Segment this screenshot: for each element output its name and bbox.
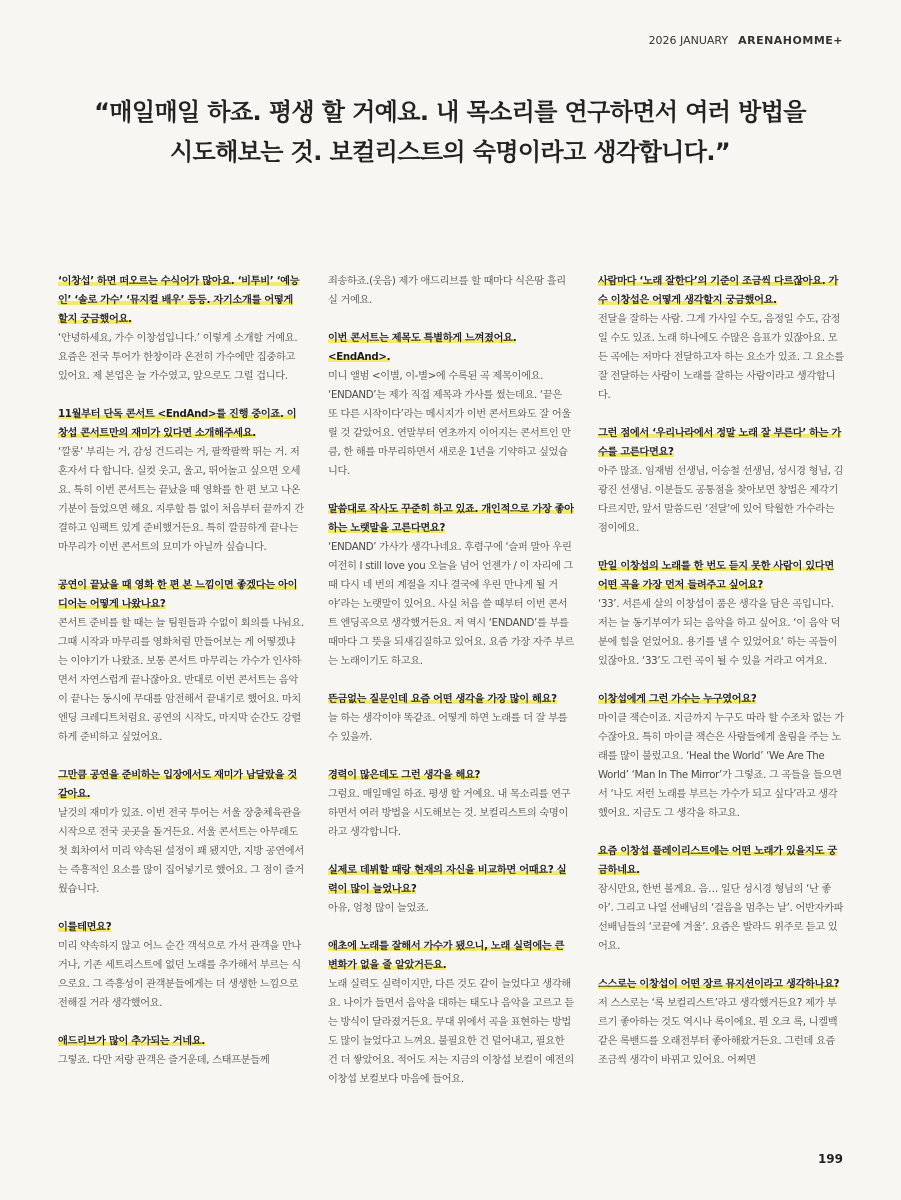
interview-question [328,937,574,975]
interview-answer: 아주 많죠. 임재범 선생님, 이승철 선생님, 성시경 형님, 김광진 선생님. 이분들도 공통점을 찾아보면 창법은 제각기 다르지만, 앞서 말씀드린 ‘전달’에 있어 탁월한 가수라는 점이에요. [598,466,844,534]
question-highlight: 이창섭에게 그런 가수는 누구였어요? [598,694,757,705]
qa-block [598,557,844,671]
qa-block [328,500,574,671]
interview-answer: 그렇죠. 다만 저랑 관객은 즐거운데, 스태프분들께 [58,1055,270,1066]
qa-block [598,975,844,1070]
article-columns [58,272,844,1152]
qa-block [328,690,574,747]
qa-block [328,861,574,918]
question-highlight: 그만큼 공연을 준비하는 입장에서도 재미가 남달랐을 것 같아요. [58,770,297,800]
interview-question [598,690,844,709]
question-highlight: 말씀대로 작사도 꾸준히 하고 있죠. 개인적으로 가장 좋아하는 노랫말을 고른다면요? [328,504,574,534]
qa-block [598,272,844,405]
qa-block [58,918,304,1013]
qa-block [58,405,304,557]
interview-answer: 콘서트 준비를 할 때는 늘 팀원들과 수없이 회의를 나눠요. 그때 시작과 마무리를 영화처럼 만들어보는 게 어떻겠냐는 이야기가 나왔죠. 보통 콘서트 마무리는 가수가 인사하면서 자연스럽게 끝나잖아요. 반대로 이번 콘서트는 음악이 끝나는 동시에 무대를 암전해서 끝내기로 했어요. 마치 엔딩 크레디트처럼요. 공연의 시작도, 마지막 순간도 강렬하게 준비하고 싶었어요. [58,618,304,743]
qa-block [58,1032,304,1070]
qa-block [328,329,574,481]
question-highlight: 경력이 많은데도 그런 생각을 해요? [328,770,481,781]
qa-block [58,576,304,747]
interview-question [58,405,304,443]
question-highlight: 그런 점에서 ‘우리나라에서 정말 노래 잘 부른다’ 하는 가수를 고른다면요? [598,428,842,458]
question-highlight: 실제로 데뷔할 때랑 현재의 자신을 비교하면 어때요? 실력이 많이 늘었나요? [328,865,567,895]
interview-question [58,766,304,804]
interview-question [328,766,574,785]
interview-answer: ‘33’. 서른세 살의 이창섭이 품은 생각을 담은 곡입니다. 저는 늘 동기부여가 되는 음악을 하고 싶어요. ‘이 음악 덕분에 힘을 얻었어요. 용기를 낼 수 있었어요’ 하는 곡들이 있잖아요. ‘33’도 그런 곡이 될 수 있을 거라고 여겨요. [598,599,841,667]
qa-block [598,842,844,956]
column-2 [328,272,574,1152]
qa-block [328,272,574,310]
interview-answer: 아유, 엄청 많이 늘었죠. [328,903,429,914]
interview-answer: ‘깔롱’ 부리는 거, 감성 건드리는 거, 팔짝팔짝 뛰는 거. 저 혼자서 다 합니다. 실컷 웃고, 울고, 뛰어놀고 싶으면 오세요. 특히 이번 콘서트는 끝났을 때 영화를 한 편 보고 나온 기분이 들었으면 해요. 지루할 틈 없이 처음부터 끝까지 간결하고 임팩트 있게 준비했거든요. 특히 깔끔하게 끝나는 마무리가 이번 콘서트의 묘미가 아닐까 싶습니다. [58,447,304,553]
qa-block [58,766,304,899]
interview-answer: 마이클 잭슨이죠. 지금까지 누구도 따라 할 수조차 없는 가수잖아요. 특히 마이클 잭슨은 사람들에게 울림을 주는 노래를 많이 불렀고요. ‘Heal the World’ ‘We Are The World’ ‘Man In The Mirror’가 그렇죠. 그 곡들을 들으면서 ‘나도 저런 노래를 부르는 가수가 되고 싶다’라고 생각했어요. 지금도 그 생각을 하고요. [598,713,844,819]
interview-question [598,424,844,462]
question-highlight: 만일 이창섭의 노래를 한 번도 듣지 못한 사람이 있다면 어떤 곡을 가장 먼저 들려주고 싶어요? [598,561,834,591]
question-highlight: 사람마다 ‘노래 잘한다’의 기준이 조금씩 다르잖아요. 가수 이창섭은 어떻게 생각할지 궁금했어요. [598,276,839,306]
qa-block [598,690,844,823]
question-highlight: 11월부터 단독 콘서트 <EndAnd>를 진행 중이죠. 이창섭 콘서트만의 재미가 있다면 소개해주세요. [58,409,297,439]
interview-question [58,576,304,614]
question-highlight: 뜬금없는 질문인데 요즘 어떤 생각을 가장 많이 해요? [328,694,557,705]
interview-question [598,272,844,310]
magazine-header [649,34,843,47]
interview-question [58,272,304,329]
brand-logo: ARENAHOMME+ [738,34,843,47]
interview-question [58,1032,304,1051]
interview-question [328,690,574,709]
question-highlight: 애드리브가 많이 추가되는 거네요. [58,1036,205,1047]
question-highlight: ‘이창섭’ 하면 떠오르는 수식어가 많아요. ‘비투비’ ‘예능인’ ‘솔로 가수’ ‘뮤지컬 배우’ 등등. 자기소개를 어떻게 할지 궁금했어요. [58,276,300,325]
interview-answer: 미니 앨범 <이별, 이-별>에 수록된 곡 제목이에요. ‘ENDAND’는 제가 직접 제목과 가사를 썼는데요. ‘끝은 또 다른 시작이다’라는 메시지가 이번 콘서트와도 잘 어울릴 것 같았어요. 연말부터 연초까지 이어지는 콘서트인 만큼, 한 해를 마무리하면서 새로운 1년을 기약하고 싶었습니다. [328,371,571,477]
interview-answer: 저 스스로는 ‘록 보컬리스트’라고 생각했거든요? 제가 부르기 좋아하는 것도 역시나 록이에요. 뭔 오크 록, 니켈백 같은 록밴드를 오래전부터 좋아해왔거든요. 그런데 요즘 조금씩 생각이 바뀌고 있어요. 어쩌면 [598,998,838,1066]
interview-answer: 날것의 재미가 있죠. 이번 전국 투어는 서울 장충체육관을 시작으로 전국 곳곳을 돌거든요. 서울 콘서트는 아무래도 첫 회차여서 미리 약속된 설정이 꽤 됐지만, 지방 공연에서는 즉흥적인 요소를 많이 집어넣기로 했어요. 그 점이 즐거웠습니다. [58,808,304,895]
qa-block [328,766,574,842]
question-highlight: 요즘 이창섭 플레이리스트에는 어떤 노래가 있을지도 궁금하네요. [598,846,837,876]
interview-question [598,975,844,994]
question-highlight: 이번 콘서트는 제목도 특별하게 느껴졌어요. <EndAnd>. [328,333,517,363]
interview-answer: 노래 실력도 실력이지만, 다른 것도 같이 늘었다고 생각해요. 나이가 들면서 음악을 대하는 태도나 음악을 고르고 듣는 방식이 달라졌거든요. 무대 위에서 곡을 표현하는 방법도 많이 늘었다고 느껴요. 불필요한 건 덜어내고, 필요한 건 더 쌓았어요. 적어도 저는 지금의 이창섭 보컬이 예전의 이창섭 보컬보다 마음에 들어요. [328,979,574,1085]
qa-block [598,424,844,538]
interview-question [58,918,304,937]
interview-answer: ‘ENDAND’ 가사가 생각나네요. 후렴구에 ‘슬퍼 말아 우린 여전히 I still love you 오늘을 넘어 언젠가 / 이 자리에 그때 다시 네 번의 계절을 지나 결국에 우린 만나게 될 거야’라는 노랫말이 있어요. 사실 처음 쓸 때부터 이번 콘서트 엔딩곡으로 생각했거든요. 저 역시 ‘ENDAND’를 부를 때마다 그 뜻을 되새김질하고 있어요. 요즘 가장 자주 부르는 노래이기도 하고요. [328,542,574,667]
question-highlight: 공연이 끝났을 때 영화 한 편 본 느낌이면 좋겠다는 아이디어는 어떻게 나왔나요? [58,580,298,610]
pull-quote [60,92,840,172]
interview-question [328,861,574,899]
column-3 [598,272,844,1152]
interview-answer: 죄송하죠.(웃음) 제가 애드리브를 할 때마다 식은땀 흘리실 거예요. [328,276,566,306]
interview-answer: 미리 약속하지 않고 어느 순간 객석으로 가서 관객을 만나거나, 기존 세트리스트에 없던 노래를 추가해서 부르는 식으로요. 그 즉흥성이 관객분들에게는 더 생생한 느낌으로 전해질 거라 생각했어요. [58,941,301,1009]
column-1 [58,272,304,1152]
qa-block [328,937,574,1089]
page-number: 199 [817,1152,843,1166]
interview-answer: 전달을 잘하는 사람. 그게 가사일 수도, 음정일 수도, 감정일 수도 있죠. 노래 하나에도 수많은 음표가 있잖아요. 모든 곡에는 저마다 전달하고자 하는 요소가 있죠. 그 요소를 잘 전달하는 사람이 노래를 잘하는 사람이라고 생각합니다. [598,314,844,401]
interview-question [598,842,844,880]
qa-block [58,272,304,386]
question-highlight: 스스로는 이창섭이 어떤 장르 뮤지션이라고 생각하나요? [598,979,840,990]
question-highlight: 애초에 노래를 잘해서 가수가 됐으니, 노래 실력에는 큰 변화가 없을 줄 알았거든요. [328,941,565,971]
interview-question [598,557,844,595]
interview-answer: 잠시만요, 한번 볼게요. 음… 일단 성시경 형님의 ‘난 좋아’. 그리고 나얼 선배님의 ‘걸음을 멈추는 날’. 어반자카파 선배님들의 ‘코끝에 겨울’. 요즘은 발라드 위주로 듣고 있어요. [598,884,844,952]
interview-answer: 늘 하는 생각이야 똑같죠. 어떻게 하면 노래를 더 잘 부를 수 있을까. [328,713,568,743]
interview-answer: ‘안녕하세요, 가수 이창섭입니다.’ 이렇게 소개할 거예요. 요즘은 전국 투어가 한창이라 온전히 가수에만 집중하고 있어요. 제 본업은 늘 가수였고, 앞으로도 그럴 겁니다. [58,333,298,382]
question-highlight: 이를테면요? [58,922,112,933]
pull-quote-line-1: “매일매일 하죠. 평생 할 거예요. 내 목소리를 연구하면서 여러 방법을 [94,98,806,126]
interview-question [328,500,574,538]
interview-question [328,329,574,367]
issue-date: 2026 JANUARY [648,34,729,47]
interview-answer: 그럼요. 매일매일 하죠. 평생 할 거예요. 내 목소리를 연구하면서 여러 방법을 시도해보는 것. 보컬리스트의 숙명이라고 생각합니다. [328,789,571,838]
pull-quote-line-2: 시도해보는 것. 보컬리스트의 숙명이라고 생각합니다.” [169,138,731,166]
